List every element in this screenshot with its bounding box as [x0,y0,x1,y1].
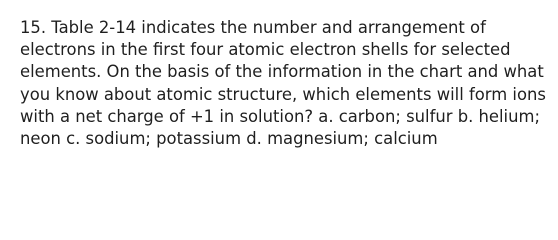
question-line: electrons in the first four atomic electron shells for selected [20,40,511,60]
question-line: neon c. sodium; potassium d. magnesium; calcium [20,128,438,148]
question-line: with a net charge of +1 in solution? a. carbon; sulfur b. helium; [20,106,540,126]
question-text [20,17,546,150]
question-line: you know about atomic structure, which elements will form ions [20,84,546,104]
question-line: elements. On the basis of the information in the chart and what [20,62,544,82]
question-line: 15. Table 2-14 indicates the number and arrangement of [20,18,486,37]
